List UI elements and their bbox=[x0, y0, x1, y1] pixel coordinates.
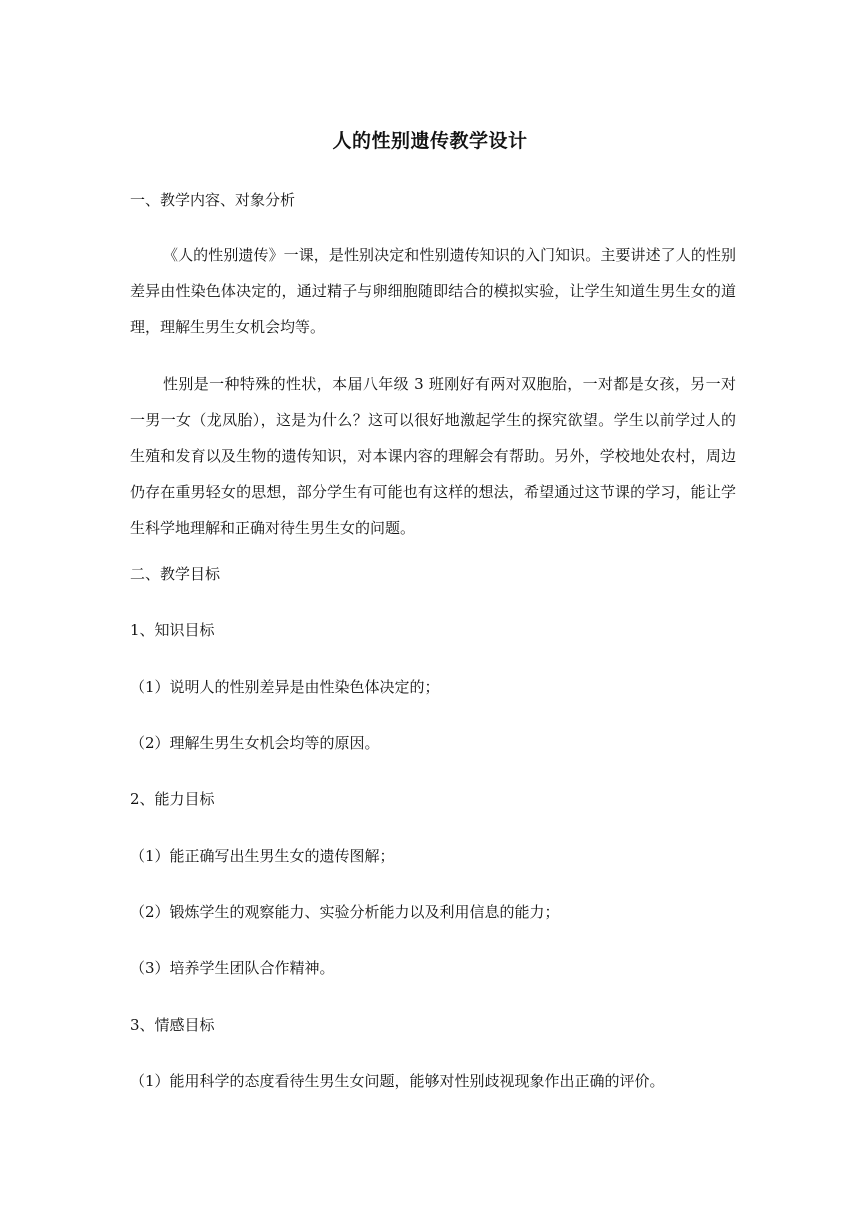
list-item: （3）培养学生团队合作精神。 bbox=[130, 959, 335, 977]
subheading-knowledge-goals: 1、知识目标 bbox=[130, 621, 215, 639]
paragraph-course-intro: 《人的性别遗传》一课，是性别决定和性别遗传知识的入门知识。主要讲述了人的性别差异由性染色体决定的，通过精子与卵细胞随即结合的模拟实验，让学生知道生男生女的道理，理解生男生女机会均等。 bbox=[130, 246, 736, 336]
list-item: （1）说明人的性别差异是由性染色体决定的； bbox=[130, 678, 440, 696]
list-item: （2）锻炼学生的观察能力、实验分析能力以及利用信息的能力； bbox=[130, 903, 560, 921]
section-heading-content-analysis: 一、教学内容、对象分析 bbox=[130, 191, 296, 209]
section-heading-teaching-goals: 二、教学目标 bbox=[130, 565, 221, 583]
document-title: 人的性别遗传教学设计 bbox=[332, 130, 528, 152]
paragraph-student-analysis: 性别是一种特殊的性状，本届八年级 3 班刚好有两对双胞胎，一对都是女孩，另一对一男一女（龙凤胎），这是为什么？这可以很好地激起学生的探究欲望。学生以前学过人的生殖和发育以及生物的遗传知识，对本课内容的理解会有帮助。另外，学校地处农村，周边仍存在重男轻女的思想，部分学生有可能也有这样的想法，希望通过这节课的学习，能让学生科学地理解和正确对待生男生女的问题。 bbox=[130, 375, 736, 537]
list-item: （1）能正确写出生男生女的遗传图解； bbox=[130, 847, 395, 865]
subheading-emotion-goals: 3、情感目标 bbox=[130, 1016, 215, 1034]
list-item: （1）能用科学的态度看待生男生女问题，能够对性别歧视现象作出正确的评价。 bbox=[130, 1072, 665, 1090]
subheading-ability-goals: 2、能力目标 bbox=[130, 790, 215, 808]
list-item: （2）理解生男生女机会均等的原因。 bbox=[130, 734, 380, 752]
